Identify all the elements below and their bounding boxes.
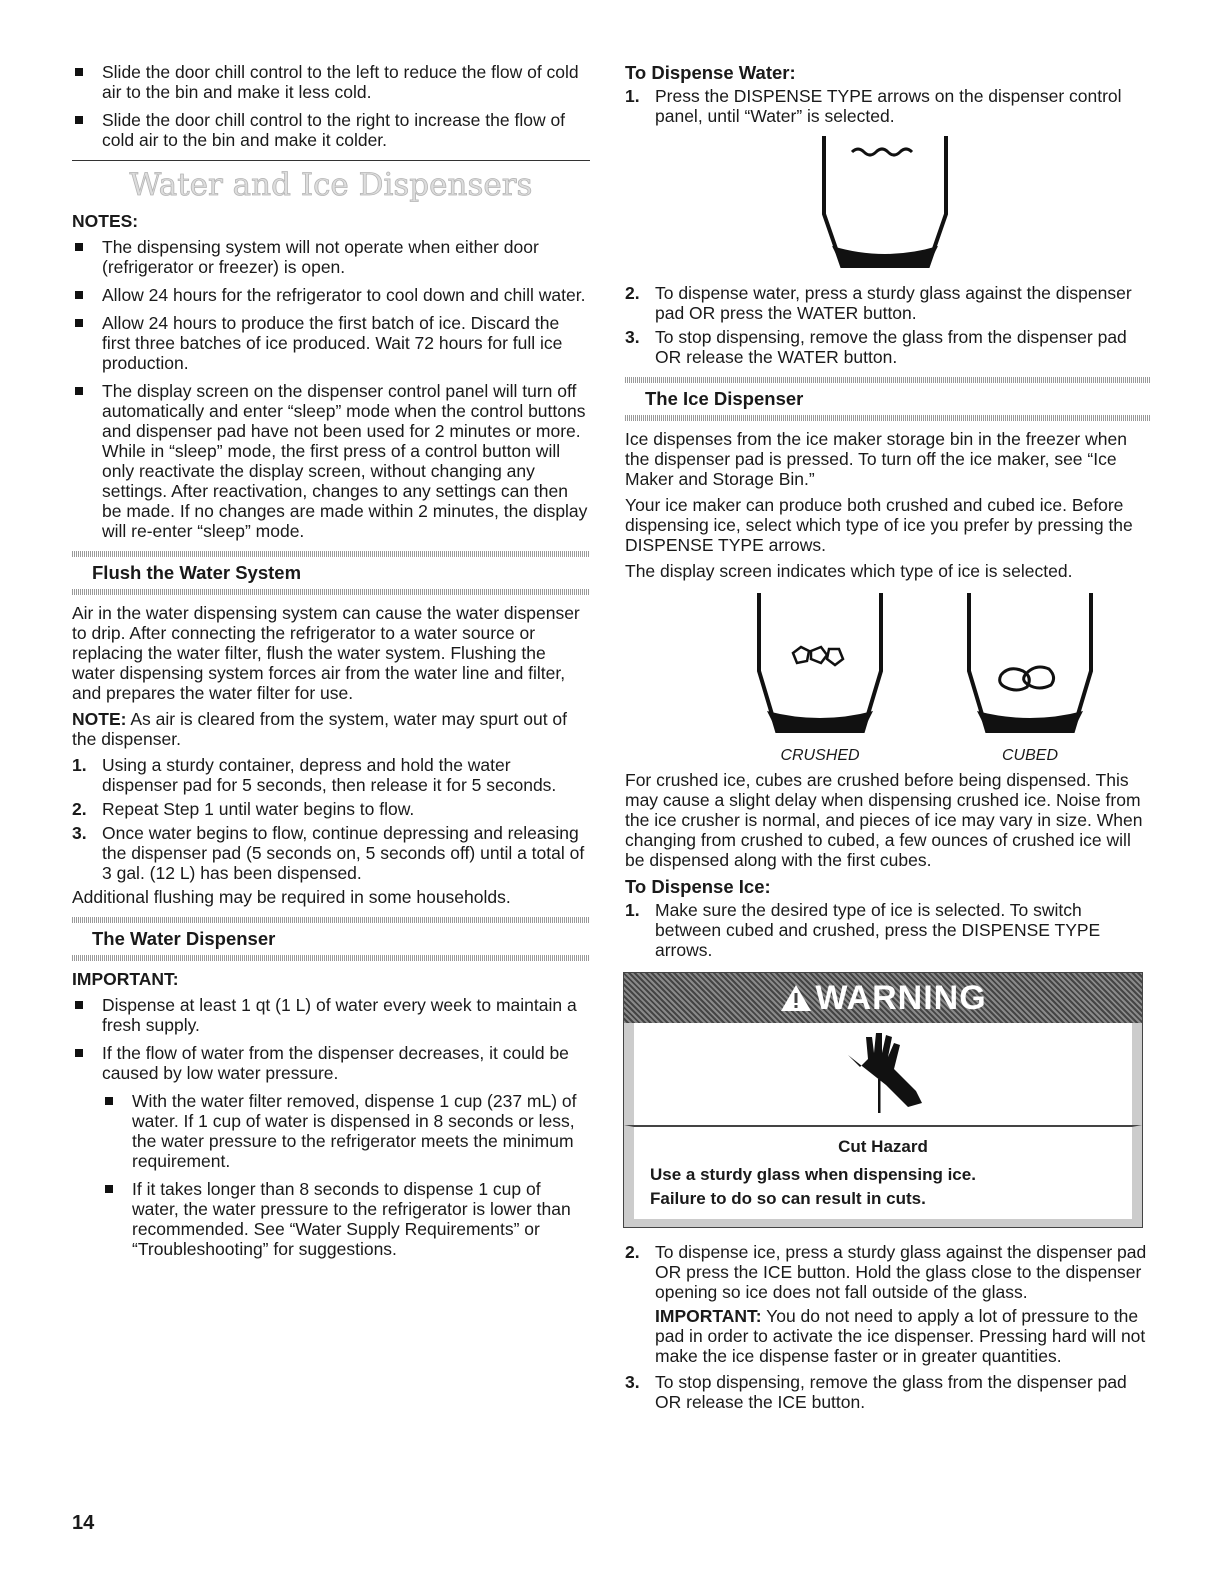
ice-paragraph: Ice dispenses from the ice maker storage bin in the freezer when the dispenser pad is pressed. To turn off the ice maker, see “Ice Maker and Storage Bin.” — [625, 429, 1127, 489]
crushed-ice-glass-icon — [755, 591, 885, 736]
flush-title: Flush the Water System — [92, 562, 302, 583]
water-step: 3. To stop dispensing, remove the glass from the dispenser pad OR release the WATER button. — [625, 327, 1127, 367]
ice-paragraph: Your ice maker can produce both crushed and cubed ice. Before dispensing ice, select which type of ice you prefer by pressing the DISPENSE TYPE arrows. — [625, 495, 1133, 555]
warning-triangle-icon — [779, 983, 813, 1013]
flush-step: 1. Using a sturdy container, depress and hold the water dispenser pad for 5 seconds, then release it for 5 seconds. — [72, 755, 557, 795]
water-step: 2. To dispense water, press a sturdy glass against the dispenser pad OR press the WATER button. — [625, 283, 1132, 323]
cubed-ice-figure — [925, 591, 1135, 766]
dispense-water-title: To Dispense Water: — [625, 62, 796, 83]
hazard-title: Cut Hazard — [838, 1137, 928, 1156]
water-dispenser-section-header — [72, 917, 590, 961]
crushed-ice-figure — [715, 591, 925, 766]
ice-important: IMPORTANT: You do not need to apply a lot of pressure to the pad in order to activate the ice dispenser. Pressing hard will not make the ice dispense faster or in greater quantities. — [655, 1306, 1146, 1366]
water-glass-icon — [820, 134, 1150, 273]
warning-box — [623, 972, 1143, 1228]
notes-label: NOTES: — [72, 211, 139, 231]
note-item: Allow 24 hours to produce the first batch of ice. Discard the first three batches of ice produced. Wait 72 hours for full ice production. — [72, 313, 590, 373]
cubed-ice-glass-icon — [965, 591, 1095, 736]
water-dispenser-title: The Water Dispenser — [92, 928, 276, 949]
flush-step: 2. Repeat Step 1 until water begins to flow. — [72, 799, 415, 819]
ice-step: 3. To stop dispensing, remove the glass from the dispenser pad OR release the ICE button. — [625, 1372, 1127, 1412]
crushed-caption: CRUSHED — [780, 747, 860, 764]
flush-paragraph: Air in the water dispensing system can cause the water dispenser to drip. After connecting the refrigerator to a water source or replacing the water filter, flush the water system. Flushing the water dispensing system forces air from the water line and filter, and prepares the water filter for use. — [72, 603, 580, 703]
dispense-ice-title: To Dispense Ice: — [625, 876, 771, 897]
note-item: The display screen on the dispenser control panel will turn off automatically and enter “sleep” mode when the control buttons and dispenser pad have not been used for 2 minutes or more. While in “sleep” mode, the first press of a control button will only reactivate the display screen, without changing any settings. After reactivation, changes to any settings can then be made. If no changes are made within 2 minutes, the display will re-enter “sleep” mode. — [72, 381, 590, 541]
warning-line: Failure to do so can result in cuts. — [650, 1189, 926, 1208]
important-label: IMPORTANT: — [72, 969, 179, 989]
note-item: The dispensing system will not operate when either door (refrigerator or freezer) is open. — [72, 237, 590, 277]
important-item: If the flow of water from the dispenser decreases, it could be caused by low water pressure. — [72, 1043, 590, 1083]
ice-type-figure — [715, 591, 1150, 766]
cut-hazard-icon — [624, 1023, 1142, 1125]
warning-body — [624, 1125, 1142, 1227]
flush-note: NOTE: As air is cleared from the system, water may spurt out of the dispenser. — [72, 709, 568, 749]
warning-line: Use a sturdy glass when dispensing ice. — [650, 1165, 976, 1184]
flush-step: 3. Once water begins to flow, continue depressing and releasing the dispenser pad (5 seconds on, 5 seconds off) until a total of 3 gal. (12 L) has been dispensed. — [72, 823, 585, 883]
flush-after: Additional flushing may be required in some households. — [72, 887, 511, 907]
intro-bullet: Slide the door chill control to the right to increase the flow of cold air to the bin and make it colder. — [72, 110, 590, 150]
ice-step: 2. To dispense ice, press a sturdy glass against the dispenser pad OR press the ICE button. Hold the glass close to the dispenser opening so ice does not fall outside of the glass. — [625, 1242, 1147, 1302]
sub-bullet: With the water filter removed, dispense 1 cup (237 mL) of water. If 1 cup of water is dispensed in 8 seconds or less, the water pressure to the refrigerator meets the minimum requirement. — [102, 1091, 590, 1171]
left-column — [72, 62, 590, 1267]
section-title: Water and Ice Dispensers — [129, 167, 533, 203]
right-column — [625, 62, 1150, 1416]
ice-paragraph: The display screen indicates which type of ice is selected. — [625, 561, 1073, 581]
cubed-caption: CUBED — [1001, 747, 1058, 764]
ice-dispenser-section-header — [625, 377, 1150, 421]
water-step: 1. Press the DISPENSE TYPE arrows on the dispenser control panel, until “Water” is selected. — [625, 86, 1122, 126]
page-number: 14 — [72, 1512, 95, 1534]
ice-step: 1. Make sure the desired type of ice is selected. To switch between cubed and crushed, press the DISPENSE TYPE arrows. — [625, 900, 1101, 960]
important-item: Dispense at least 1 qt (1 L) of water every week to maintain a fresh supply. — [72, 995, 590, 1035]
ice-dispenser-title: The Ice Dispenser — [645, 388, 804, 409]
ice-paragraph-after: For crushed ice, cubes are crushed before being dispensed. This may cause a slight delay when dispensing crushed ice. Noise from the ice crusher is normal, and pieces of ice may vary in size. When changing from crushed to cubed, a few ounces of crushed ice will be dispensed along with the first cubes. — [625, 770, 1143, 870]
sub-bullet: If it takes longer than 8 seconds to dispense 1 cup of water, the water pressure to the refrigerator is lower than recommended. See “Water Supply Requirements” or “Troubleshooting” for suggestions. — [102, 1179, 590, 1259]
flush-section-header — [72, 551, 590, 595]
note-item: Allow 24 hours for the refrigerator to cool down and chill water. — [72, 285, 590, 305]
divider — [72, 160, 590, 161]
intro-bullet: Slide the door chill control to the left to reduce the flow of cold air to the bin and make it less cold. — [72, 62, 590, 102]
warning-header: WARNING — [624, 973, 1142, 1023]
